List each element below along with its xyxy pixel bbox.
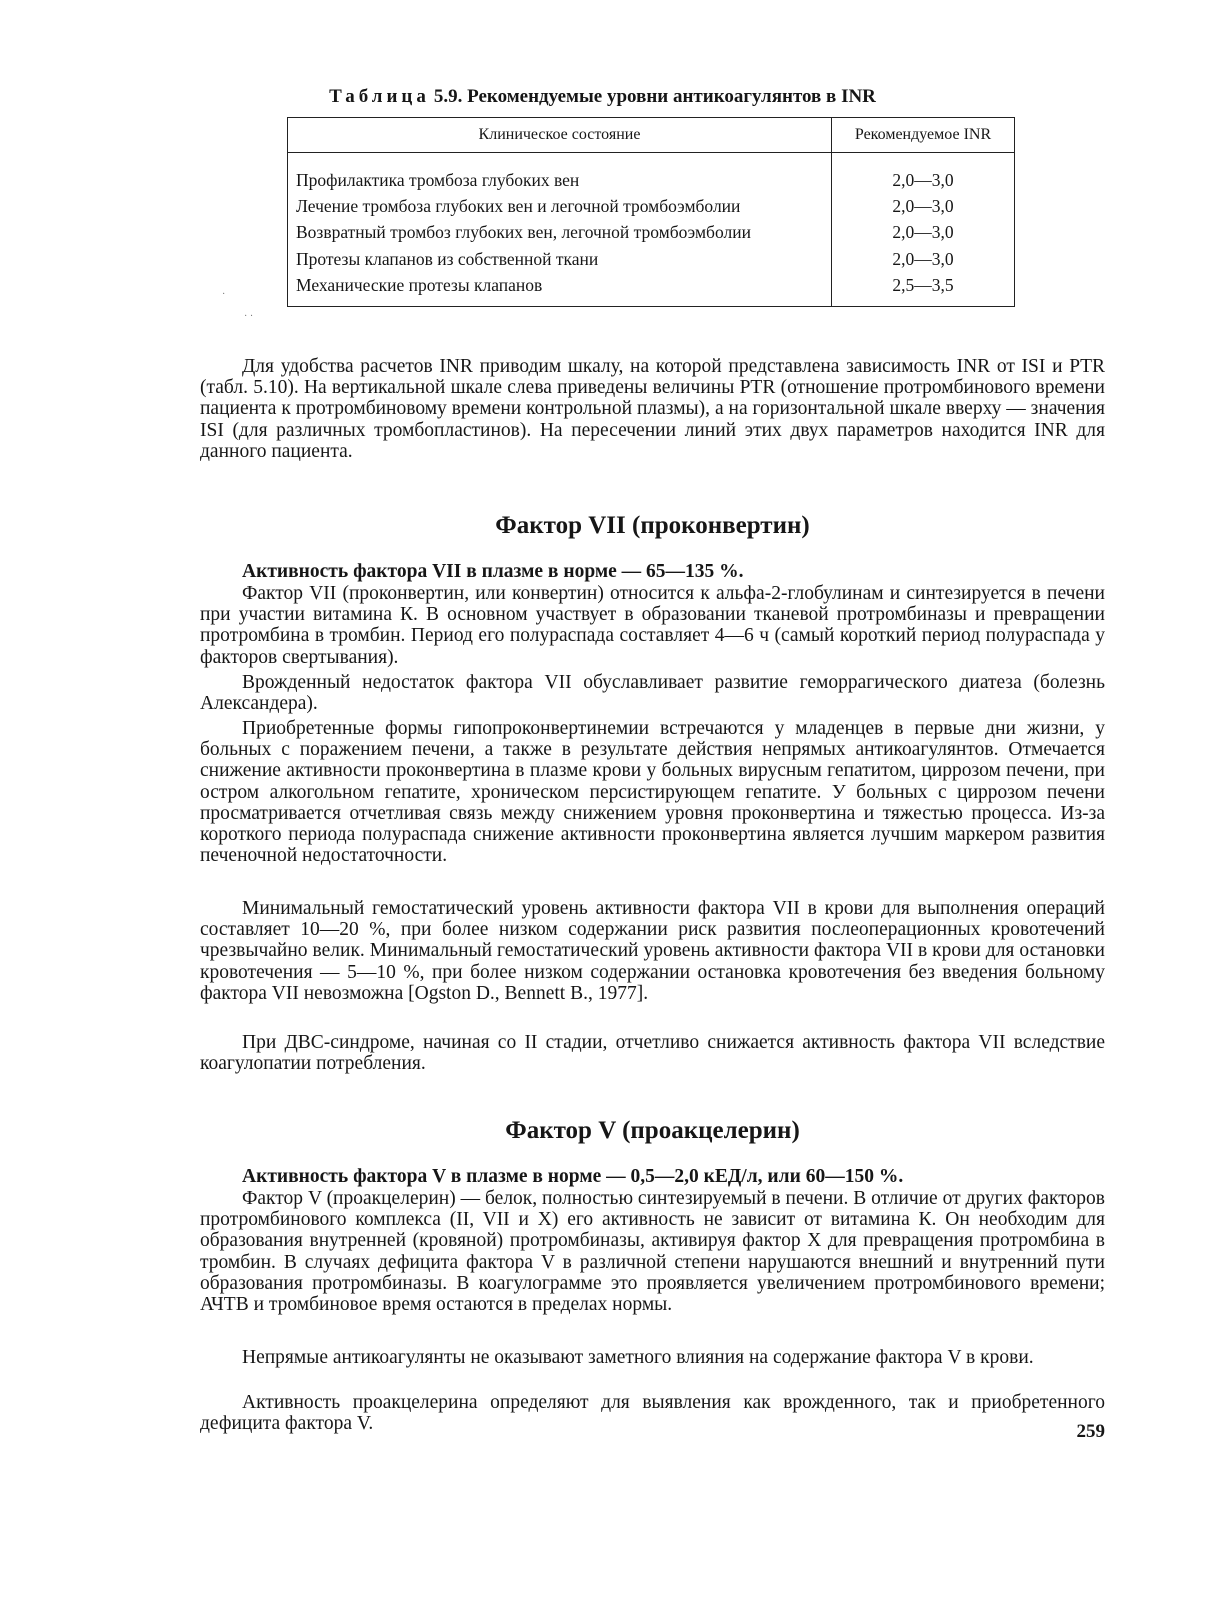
factor-v-paragraph: Фактор V (проакцелерин) — белок, полностью синтезируемый в печени. В отличие от других факторов протромбинового комплекса (II, VII и X) его активность не зависит от витамина К. Он необходим для образования внутренней (кровяной) протромбиназы, активируя фактор X для превращения протромбина в тромбин. В случаях дефицита фактора V в различной степени нарушаются внешний и внутренний пути образования протромбиназы. В коагулограмме это проявляется увеличением протромбинового времени; АЧТВ и тромбиновое время остаются в пределах нормы. [200,1188,1105,1316]
table-cell-condition: Механические протезы клапанов [296,275,543,295]
table-cell-inr: 2,0—3,0 [892,222,954,242]
factor-vii-paragraph: Приобретенные формы гипопроконвертинемии встречаются у младенцев в первые дни жизни, у больных с поражением печени, а также в результате действия непрямых антикоагулянтов. Отмечается снижение активности проконвертина в плазме крови у больных вирусным гепатитом, циррозом печени, при остром алкогольном гепатите, хроническом персистирующем гепатите. У больных с циррозом печени просматривается отчетливая связь между снижением уровня проконвертина и тяжестью процесса. Из-за короткого периода полураспада снижение активности проконвертина является лучшим маркером развития печеночной недостаточности. [200,718,1105,867]
table-header-rule [288,152,1014,153]
table-caption-text: 5.9. Рекомендуемые уровни антикоагулянтов в INR [433,86,876,107]
inr-levels-table [287,117,1015,307]
factor-v-norm: Активность фактора V в плазме в норме — 0,5—2,0 кЕД/л, или 60—150 %. [242,1166,904,1187]
table-header-inr: Рекомендуемое INR [854,126,992,143]
table-cell-condition: Протезы клапанов из собственной ткани [296,249,599,269]
table-caption [0,85,1205,109]
table-row [288,219,1014,245]
factor-vii-paragraph: Фактор VII (проконвертин, или конвертин) относится к альфа-2-глобулинам и синтезируется в печени при участии витамина К. В основном участвует в образовании тканевой протромбиназы и превращении протромбина в тромбин. Период его полураспада составляет 4—6 ч (самый короткий период полураспада у факторов свертывания). [200,583,1105,668]
table-row [288,272,1014,298]
intro-paragraph: Для удобства расчетов INR приводим шкалу, на которой представлена зависимость INR от ISI и PTR (табл. 5.10). На вертикальной шкале слева приведены величины PTR (отношение протромбинового времени пациента к протромбиновому времени контрольной плазмы), а на горизонтальной шкале вверху — значения ISI (для различных тромбопластинов). На пересечении линий этих двух параметров находится INR для данного пациента. [200,356,1105,462]
table-row [288,246,1014,272]
page-number: 259 [1076,1421,1105,1442]
table-cell-inr: 2,0—3,0 [892,196,954,216]
factor-vii-paragraph: При ДВС-синдроме, начиная со II стадии, отчетливо снижается активность фактора VII вследствие коагулопатии потребления. [200,1032,1105,1075]
factor-vii-paragraph: Врожденный недостаток фактора VII обуславливает развитие геморрагического диатеза (болезнь Александера). [200,672,1105,715]
section-heading-factor-vii: Фактор VII (проконвертин) [495,512,810,539]
table-row [288,193,1014,219]
table-cell-inr: 2,0—3,0 [892,249,954,269]
factor-vii-paragraph: Минимальный гемостатический уровень активности фактора VII в крови для выполнения операций составляет 10—20 %, при более низком содержании риск развития послеоперационных кровотечений чрезвычайно велик. Минимальный гемостатический уровень активности фактора VII в крови для остановки кровотечения — 5—10 %, при более низком содержании остановка кровотечения без введения больному фактора VII невозможна [Ogston D., Bennett B., 1977]. [200,898,1105,1004]
scan-speck: · [222,289,226,300]
table-row [288,167,1014,193]
table-cell-condition: Профилактика тромбоза глубоких вен [296,170,580,190]
section-heading-factor-v: Фактор V (проакцелерин) [505,1117,800,1144]
scan-speck: · · [244,311,254,322]
factor-vii-norm: Активность фактора VII в плазме в норме — 65—135 %. [242,561,744,582]
table-cell-inr: 2,0—3,0 [892,170,954,190]
table-caption-label: Таблица [329,86,430,107]
table-cell-condition: Возвратный тромбоз глубоких вен, легочной тромбоэмболии [296,222,751,242]
table-cell-inr: 2,5—3,5 [892,275,954,295]
factor-v-paragraph: Непрямые антикоагулянты не оказывают заметного влияния на содержание фактора V в крови. [242,1347,1034,1368]
table-cell-condition: Лечение тромбоза глубоких вен и легочной тромбоэмболии [296,196,741,216]
table-header-condition: Клиническое состояние [478,126,641,143]
factor-v-paragraph: Активность проакцелерина определяют для выявления как врожденного, так и приобретенного дефицита фактора V. [200,1392,1105,1435]
